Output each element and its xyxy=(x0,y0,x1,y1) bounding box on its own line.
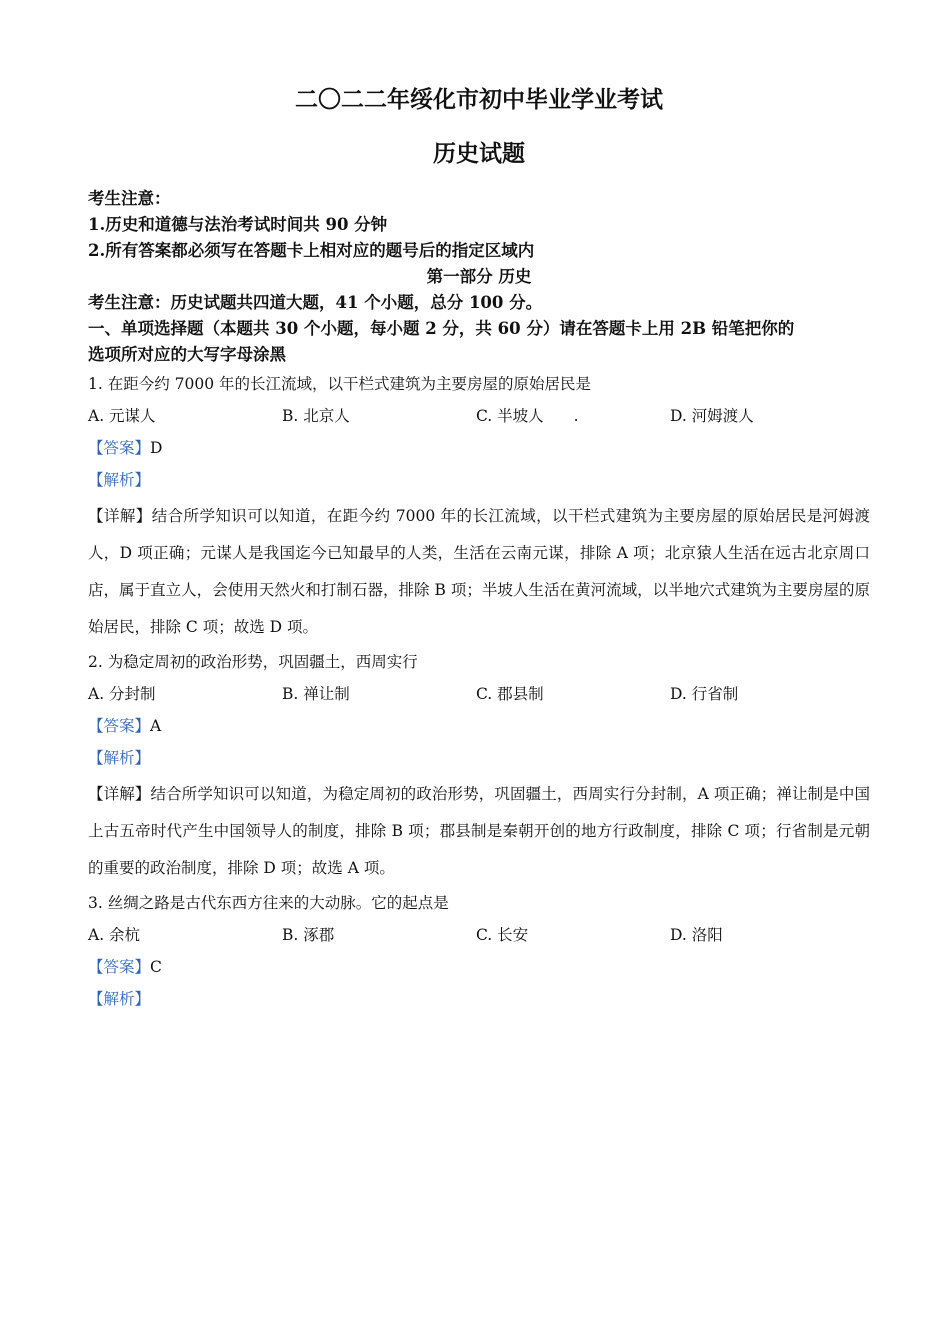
question-1 xyxy=(88,370,870,646)
detail-tag: 【详解】 xyxy=(88,507,152,525)
section-instructions-1: 一、单项选择题（本题共 30 个小题，每小题 2 分，共 60 分）请在答题卡上用 2B 铅笔把你的 xyxy=(88,319,795,338)
part-notice: 考生注意：历史试题共四道大题，41 个小题，总分 100 分。 xyxy=(88,293,543,312)
answer-tag: 【答案】 xyxy=(88,439,151,457)
question-2-detail xyxy=(88,776,870,887)
analysis-tag: 【解析】 xyxy=(88,471,151,489)
notice-line-2: 2.所有答案都必须写在答题卡上相对应的题号后的指定区域内 xyxy=(88,241,535,260)
question-2-option-c: C. 郡县制 xyxy=(476,685,544,703)
question-1-detail xyxy=(88,498,870,646)
question-3-text: 3. 丝绸之路是古代东西方往来的大动脉。它的起点是 xyxy=(88,894,449,912)
question-1-analysis xyxy=(88,466,870,494)
part-title: 第一部分 历史 xyxy=(426,267,532,286)
question-2-options xyxy=(88,680,870,708)
question-1-option-d: D. 河姆渡人 xyxy=(670,407,754,425)
detail-text: 结合所学知识可以知道，为稳定周初的政治形势，巩固疆土，西周实行分封制，A 项正确；禅让制是中国上古五帝时代产生中国领导人的制度，排除 B 项；郡县制是秦朝开创的地方行政制度，排除 C 项；行省制是元朝的重要的政治制度，排除 D 项；故选 A 项。 xyxy=(88,785,870,877)
question-2-answer xyxy=(88,712,870,740)
question-1-answer xyxy=(88,434,870,462)
question-3-option-b: B. 涿郡 xyxy=(282,926,335,944)
detail-text: 结合所学知识可以知道，在距今约 7000 年的长江流域，以干栏式建筑为主要房屋的原始居民是河姆渡人，D 项正确；元谋人是我国迄今已知最早的人类，生活在云南元谋，排除 A 项；北京猿人生活在远古北京周口店，属于直立人，会使用天然火和打制石器，排除 B 项；半坡人生活在黄河流域，以半地穴式建筑为主要房屋的原始居民，排除 C 项；故选 D 项。 xyxy=(88,507,870,636)
question-1-option-b: B. 北京人 xyxy=(282,407,350,425)
analysis-tag: 【解析】 xyxy=(88,749,151,767)
detail-tag: 【详解】 xyxy=(88,785,151,803)
question-1-options xyxy=(88,402,870,430)
answer-value: D xyxy=(150,439,163,457)
section-instructions-2: 选项所对应的大写字母涂黑 xyxy=(88,345,286,364)
answer-tag: 【答案】 xyxy=(88,958,151,976)
notice-heading: 考生注意： xyxy=(88,189,171,208)
question-3 xyxy=(88,889,870,1013)
question-2 xyxy=(88,648,870,887)
question-3-analysis xyxy=(88,985,870,1013)
question-2-text: 2. 为稳定周初的政治形势，巩固疆土，西周实行 xyxy=(88,653,418,671)
question-1-option-c: C. 半坡人 xyxy=(476,407,544,425)
analysis-tag: 【解析】 xyxy=(88,990,151,1008)
question-2-option-a: A. 分封制 xyxy=(88,685,156,703)
question-3-option-a: A. 余杭 xyxy=(88,926,141,944)
exam-subtitle: 历史试题 xyxy=(433,140,525,167)
notice-line-1: 1.历史和道德与法治考试时间共 90 分钟 xyxy=(88,215,388,234)
stray-mark: . xyxy=(573,407,579,425)
question-2-option-d: D. 行省制 xyxy=(670,685,739,703)
question-3-options xyxy=(88,921,870,949)
question-3-option-c: C. 长安 xyxy=(476,926,529,944)
exam-title: 二〇二二年绥化市初中毕业学业考试 xyxy=(295,86,663,113)
question-1-text: 1. 在距今约 7000 年的长江流域，以干栏式建筑为主要房屋的原始居民是 xyxy=(88,375,592,393)
question-3-option-d: D. 洛阳 xyxy=(670,926,723,944)
answer-tag: 【答案】 xyxy=(88,717,151,735)
question-1-option-c-wrap xyxy=(476,402,670,430)
answer-value: C xyxy=(150,958,162,976)
answer-value: A xyxy=(150,717,162,735)
question-3-answer xyxy=(88,953,870,981)
question-2-analysis xyxy=(88,744,870,772)
question-1-option-a: A. 元谋人 xyxy=(88,407,156,425)
question-2-option-b: B. 禅让制 xyxy=(282,685,350,703)
